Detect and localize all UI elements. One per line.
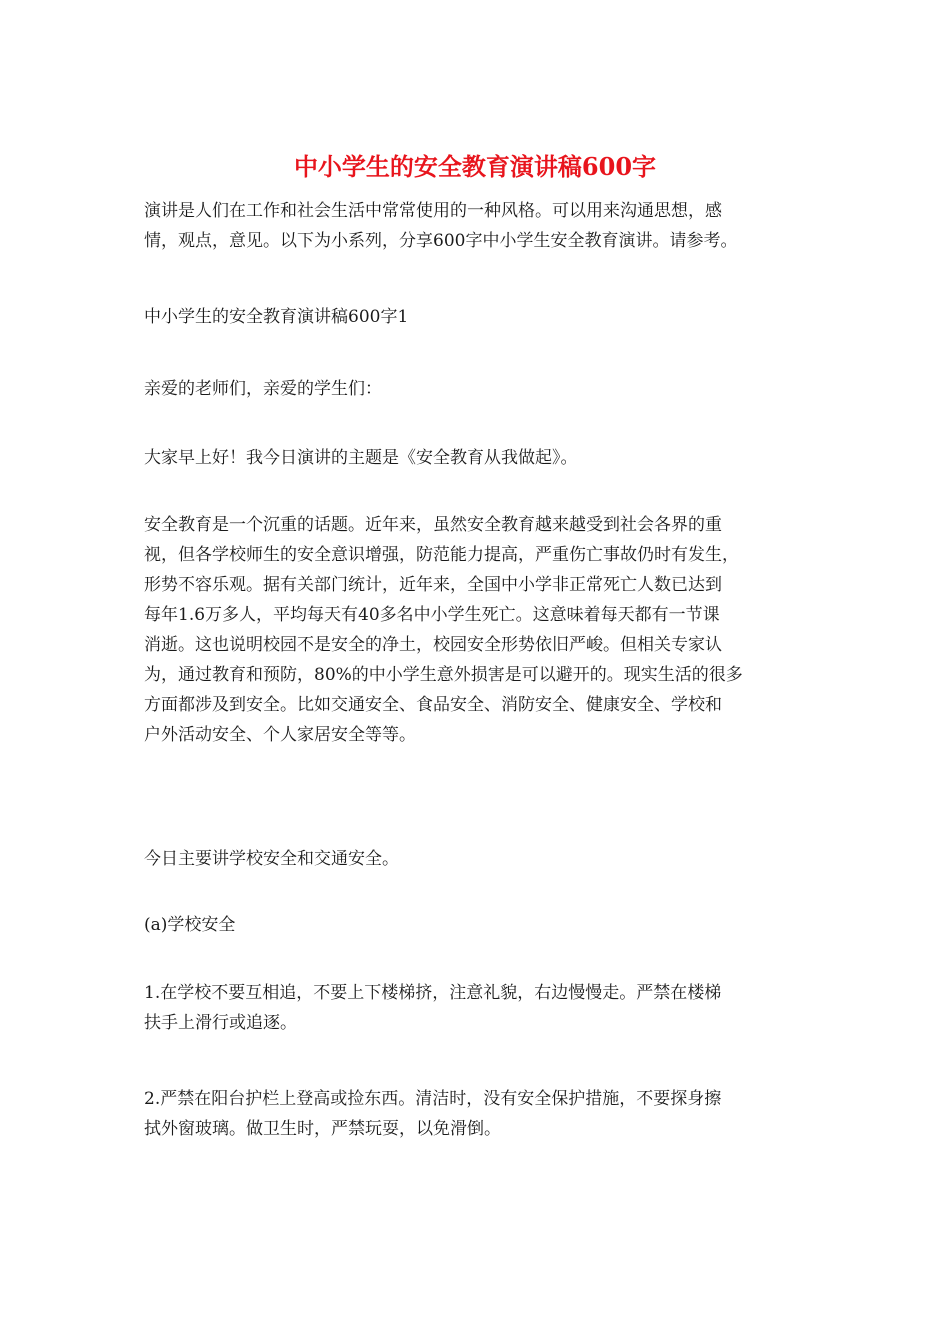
paragraph-line: 情，观点，意见。以下为小系列，分享600字中小学生安全教育演讲。请参考。 <box>144 231 738 251</box>
paragraph-line: 消逝。这也说明校园不是安全的净土，校园安全形势依旧严峻。但相关专家认 <box>144 635 722 655</box>
list-item <box>144 1084 804 1144</box>
paragraph-intro <box>144 196 804 256</box>
paragraph-line: 为，通过教育和预防，80%的中小学生意外损害是可以避开的。现实生活的很多 <box>144 665 743 685</box>
paragraph-line: 每年1.6万多人，平均每天有40多名中小学生死亡。这意味着每天都有一节课 <box>144 605 720 625</box>
paragraph-line: 安全教育是一个沉重的话题。近年来，虽然安全教育越来越受到社会各界的重 <box>144 515 722 535</box>
paragraph-line: 扶手上滑行或追逐。 <box>144 1013 297 1033</box>
paragraph-line: 演讲是人们在工作和社会生活中常常使用的一种风格。可以用来沟通思想，感 <box>144 201 722 221</box>
paragraph-line: 今日主要讲学校安全和交通安全。 <box>144 849 399 869</box>
paragraph-line: 方面都涉及到安全。比如交通安全、食品安全、消防安全、健康安全、学校和 <box>144 695 722 715</box>
paragraph-line: 2.严禁在阳台护栏上登高或捡东西。清洁时，没有安全保护措施，不要探身擦 <box>144 1089 722 1109</box>
salutation <box>144 374 804 404</box>
paragraph-line: 形势不容乐观。据有关部门统计，近年来，全国中小学非正常死亡人数已达到 <box>144 575 722 595</box>
greeting <box>144 443 804 473</box>
paragraph-line: (a)学校安全 <box>144 915 236 935</box>
paragraph-line: 视，但各学校师生的安全意识增强，防范能力提高，严重伤亡事故仍时有发生， <box>144 545 739 565</box>
list-item <box>144 978 804 1038</box>
section-heading <box>144 302 804 332</box>
paragraph-line: 亲爱的老师们，亲爱的学生们： <box>144 379 382 399</box>
topic-statement <box>144 844 804 874</box>
document-title: 中小学生的安全教育演讲稿600字 <box>293 152 657 181</box>
paragraph-line: 拭外窗玻璃。做卫生时，严禁玩耍，以免滑倒。 <box>144 1119 501 1139</box>
subsection-heading <box>144 910 804 940</box>
paragraph-line: 1.在学校不要互相追，不要上下楼梯挤，注意礼貌，右边慢慢走。严禁在楼梯 <box>144 983 722 1003</box>
paragraph-line: 中小学生的安全教育演讲稿600字1 <box>144 307 409 327</box>
paragraph-line: 户外活动安全、个人家居安全等等。 <box>144 725 416 745</box>
paragraph-line: 大家早上好！我今日演讲的主题是《安全教育从我做起》。 <box>144 448 578 468</box>
paragraph-body <box>144 510 804 750</box>
